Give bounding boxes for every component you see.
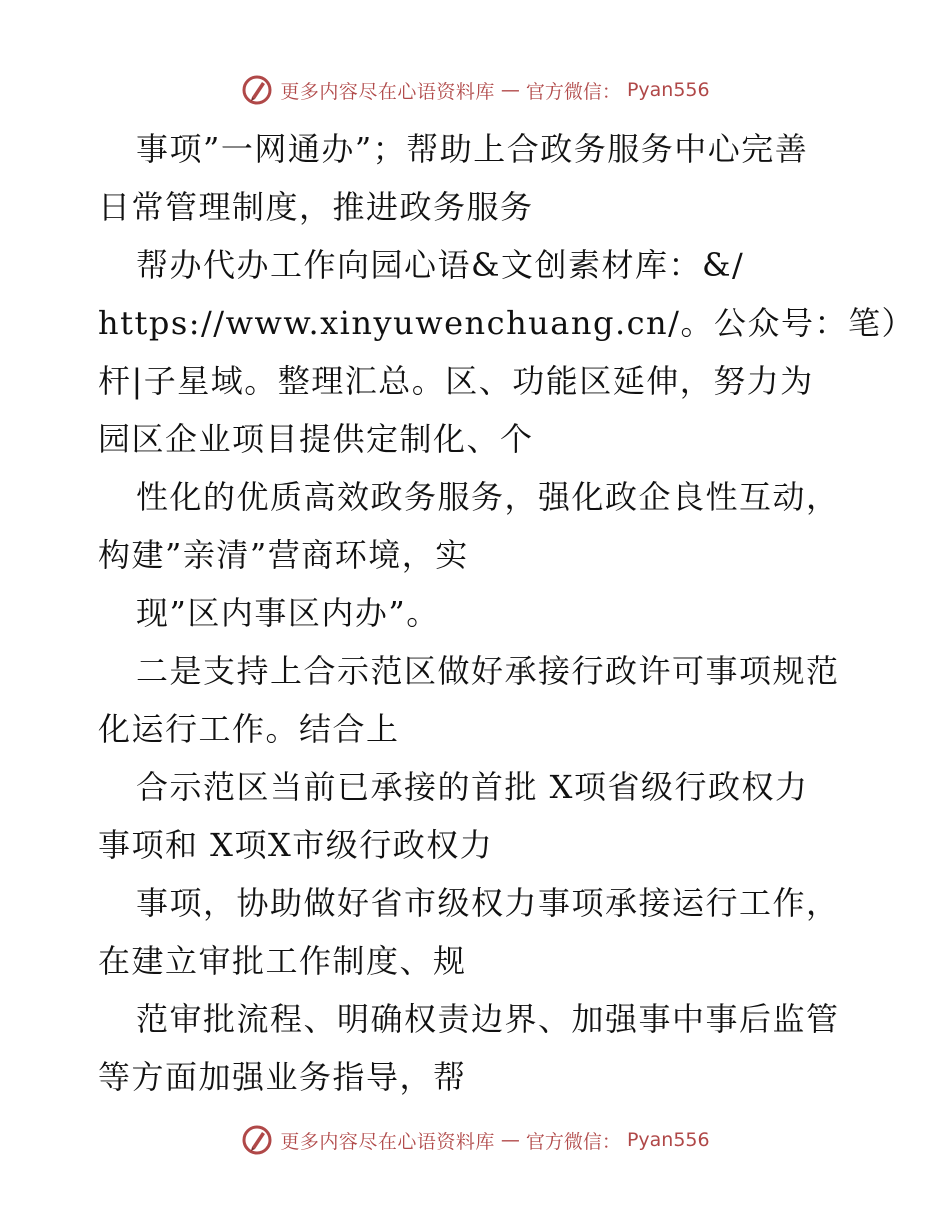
text-line: 现”区内事区内办”。	[136, 594, 440, 632]
banner-wechat-label: 官方微信：	[525, 1130, 621, 1153]
banner-wechat-label: 官方微信：	[525, 80, 621, 103]
text-line: https://www.xinyuwenchuang.cn/。公众号：笔）	[98, 304, 915, 342]
banner-dash: —	[500, 1129, 520, 1151]
text-line: 范审批流程、明确权责边界、加强事中事后监管	[136, 1000, 840, 1038]
banner-text: 更多内容尽在心语资料库	[280, 1130, 495, 1153]
text-line: 化运行工作。结合上	[98, 710, 400, 748]
text-line: 二是支持上合示范区做好承接行政许可事项规范	[136, 652, 840, 690]
header-banner	[0, 70, 950, 110]
text-line: 日常管理制度，推进政务服务	[98, 188, 534, 226]
pen-circle-logo-icon	[240, 73, 274, 107]
banner-wechat-id: Pyan556	[626, 1129, 710, 1151]
pen-circle-logo-icon	[240, 1123, 274, 1157]
text-line: 帮办代办工作向园心语&文创素材库：&/	[136, 246, 745, 284]
text-line: 园区企业项目提供定制化、个	[98, 420, 534, 458]
text-line: 合示范区当前已承接的首批 X项省级行政权力	[136, 768, 809, 806]
text-line: 性化的优质高效政务服务，强化政企良性互动，	[136, 478, 840, 516]
banner-dash: —	[500, 79, 520, 101]
banner-text: 更多内容尽在心语资料库	[280, 80, 495, 103]
banner-wechat-id: Pyan556	[626, 79, 710, 101]
text-line: 构建”亲清”营商环境，实	[98, 536, 469, 574]
text-line: 事项，协助做好省市级权力事项承接运行工作，	[136, 884, 840, 922]
text-line: 杆|子星域。整理汇总。区、功能区延伸，努力为	[98, 362, 814, 400]
document-body	[98, 120, 915, 1106]
text-line: 在建立审批工作制度、规	[98, 942, 467, 980]
text-line: 事项”一网通办”；帮助上合政务服务中心完善	[136, 130, 809, 168]
footer-banner	[0, 1120, 950, 1160]
text-line: 事项和 X项X市级行政权力	[98, 826, 494, 864]
text-line: 等方面加强业务指导，帮	[98, 1058, 467, 1096]
